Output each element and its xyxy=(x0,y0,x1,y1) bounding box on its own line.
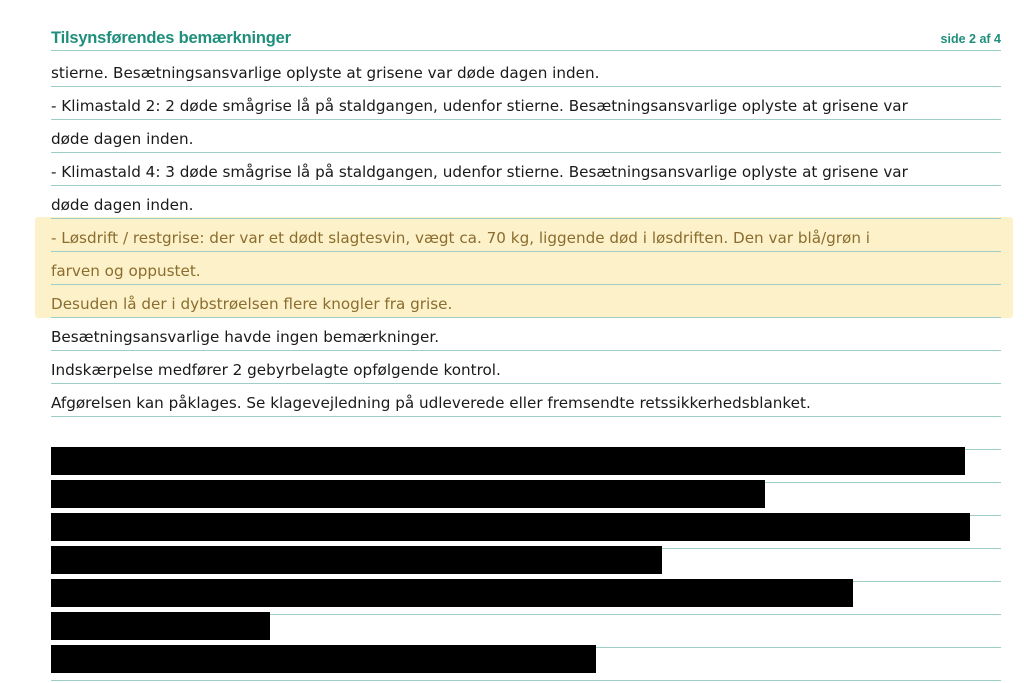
line-text: - Klimastald 2: 2 døde smågrise lå på staldgangen, udenfor stierne. Besætningsansvarlige oplyste at grisene var xyxy=(51,97,908,115)
section-title: Tilsynsførendes bemærkninger xyxy=(51,29,291,47)
redacted-block xyxy=(51,447,965,475)
line-text: - Klimastald 4: 3 døde smågrise lå på staldgangen, udenfor stierne. Besætningsansvarlige oplyste at grisene var xyxy=(51,163,908,181)
text-line xyxy=(51,154,1001,186)
line-text: - Løsdrift / restgrise: der var et dødt slagtesvin, vægt ca. 70 kg, liggende død i løsdriften. Den var blå/grøn i xyxy=(51,229,871,247)
line-text: farven og oppustet. xyxy=(51,262,201,280)
redacted-block xyxy=(51,546,662,574)
line-text: Desuden lå der i dybstrøelsen flere knogler fra grise. xyxy=(51,295,453,313)
text-line xyxy=(51,385,1001,417)
text-line xyxy=(51,319,1001,351)
text-line-highlighted xyxy=(51,253,1001,285)
text-line xyxy=(51,187,1001,219)
line-text: Indskærpelse medfører 2 gebyrbelagte opfølgende kontrol. xyxy=(51,361,501,379)
line-text: Besætningsansvarlige havde ingen bemærkninger. xyxy=(51,328,440,346)
line-text: stierne. Besætningsansvarlige oplyste at grisene var døde dagen inden. xyxy=(51,64,600,82)
text-line xyxy=(51,121,1001,153)
line-text: døde dagen inden. xyxy=(51,130,194,148)
text-line xyxy=(51,55,1001,87)
text-line-highlighted xyxy=(51,220,1001,252)
line-text: Afgørelsen kan påklages. Se klagevejledning på udleverede eller fremsendte retssikkerhedsblanket. xyxy=(51,394,811,412)
line-text: døde dagen inden. xyxy=(51,196,194,214)
redacted-block xyxy=(51,513,970,541)
redacted-block xyxy=(51,480,765,508)
text-line xyxy=(51,352,1001,384)
section-header xyxy=(51,28,1001,51)
page-indicator: side 2 af 4 xyxy=(940,32,1001,46)
text-line xyxy=(51,418,1001,450)
text-line xyxy=(51,88,1001,120)
text-line-highlighted xyxy=(51,286,1001,318)
redacted-block xyxy=(51,579,853,607)
redacted-block xyxy=(51,612,270,640)
redacted-block xyxy=(51,645,596,673)
